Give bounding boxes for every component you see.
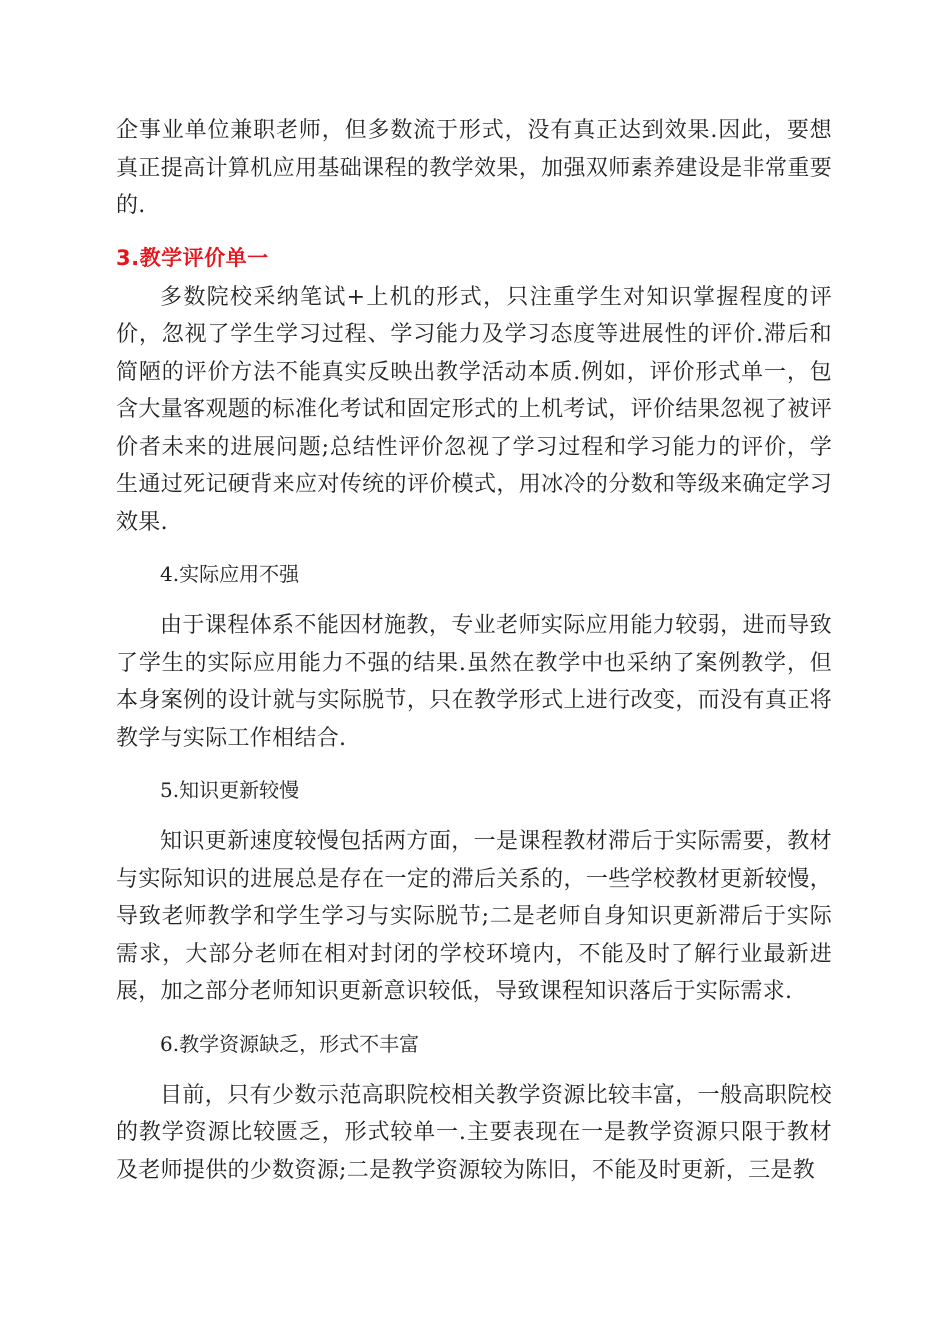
section-4-body: 由于课程体系不能因材施教，专业老师实际应用能力较弱，进而导致了学生的实际应用能力不强的结果.虽然在教学中也采纳了案例教学，但本身案例的设计就与实际脱节，只在教学形式上进行改变，而没有真正将教学与实际工作相结合. (116, 613, 832, 751)
section-4-heading: 4.实际应用不强 (160, 562, 300, 586)
document-body (116, 112, 832, 1189)
section-5-heading: 5.知识更新较慢 (160, 778, 300, 802)
section-6-body: 目前，只有少数示范高职院校相关教学资源比较丰富，一般高职院校的教学资源比较匮乏，形式较单一.主要表现在一是教学资源只限于教材及老师提供的少数资源;二是教学资源较为陈旧，不能及时更新，三是教 (116, 1082, 832, 1183)
intro-paragraph: 企事业单位兼职老师，但多数流于形式，没有真正达到效果.因此，要想真正提高计算机应用基础课程的教学效果，加强双师素养建设是非常重要的. (116, 118, 832, 218)
section-3-body: 多数院校采纳笔试+上机的形式，只注重学生对知识掌握程度的评价，忽视了学生学习过程、学习能力及学习态度等进展性的评价.滞后和简陋的评价方法不能真实反映出教学活动本质.例如，评价形式单一，包含大量客观题的标准化考试和固定形式的上机考试，评价结果忽视了被评价者未来的进展问题;总结性评价忽视了学习过程和学习能力的评价，学生通过死记硬背来应对传统的评价模式，用冰冷的分数和等级来确定学习效果. (116, 284, 832, 535)
section-5-body: 知识更新速度较慢包括两方面，一是课程教材滞后于实际需要，教材与实际知识的进展总是存在一定的滞后关系的，一些学校教材更新较慢，导致老师教学和学生学习与实际脱节;二是老师自身知识更新滞后于实际需求，大部分老师在相对封闭的学校环境内，不能及时了解行业最新进展，加之部分老师知识更新意识较低，导致课程知识落后于实际需求. (116, 829, 832, 1004)
section-3-heading: 3.教学评价单一 (116, 245, 269, 270)
section-6-heading: 6.教学资源缺乏，形式不丰富 (160, 1031, 420, 1056)
